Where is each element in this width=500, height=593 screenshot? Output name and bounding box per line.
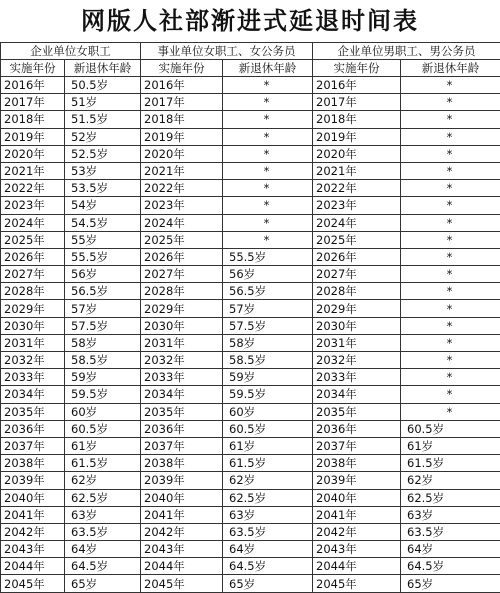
- retirement-age-cell: 64岁: [65, 541, 141, 558]
- retirement-age-cell: *: [401, 317, 500, 334]
- year-cell: 2038年: [313, 455, 401, 472]
- year-cell: 2041年: [1, 506, 65, 523]
- table-row: [1, 420, 500, 437]
- table-row: [1, 369, 500, 386]
- year-cell: 2040年: [313, 489, 401, 506]
- table-row: [1, 128, 500, 145]
- year-cell: 2022年: [141, 180, 223, 197]
- year-cell: 2034年: [313, 386, 401, 403]
- year-cell: 2039年: [1, 472, 65, 489]
- retirement-age-cell: 60.5岁: [223, 420, 313, 437]
- retirement-age-cell: *: [401, 403, 500, 420]
- year-cell: 2039年: [141, 472, 223, 489]
- table-body: [1, 77, 500, 593]
- table-row: [1, 231, 500, 248]
- retirement-age-cell: 50.5岁: [65, 77, 141, 94]
- retirement-age-cell: 62岁: [223, 472, 313, 489]
- column-header-year: 实施年份: [313, 60, 401, 77]
- year-cell: 2023年: [313, 197, 401, 214]
- year-cell: 2032年: [1, 352, 65, 369]
- retirement-table: [0, 42, 500, 593]
- retirement-age-cell: 63岁: [65, 506, 141, 523]
- year-cell: 2025年: [141, 231, 223, 248]
- year-cell: 2039年: [313, 472, 401, 489]
- retirement-age-cell: 62岁: [401, 472, 500, 489]
- year-cell: 2033年: [141, 369, 223, 386]
- year-cell: 2022年: [1, 180, 65, 197]
- year-cell: 2041年: [313, 506, 401, 523]
- retirement-age-cell: 61岁: [65, 437, 141, 454]
- year-cell: 2032年: [141, 352, 223, 369]
- table-row: [1, 214, 500, 231]
- retirement-age-cell: 51.5岁: [65, 111, 141, 128]
- retirement-age-cell: *: [223, 162, 313, 179]
- retirement-age-cell: 65岁: [65, 575, 141, 592]
- retirement-age-cell: *: [401, 266, 500, 283]
- retirement-age-cell: 60岁: [65, 403, 141, 420]
- retirement-age-cell: *: [401, 214, 500, 231]
- retirement-age-cell: 63.5岁: [65, 523, 141, 540]
- table-row: [1, 403, 500, 420]
- year-cell: 2016年: [1, 77, 65, 94]
- retirement-age-cell: *: [401, 145, 500, 162]
- year-cell: 2029年: [313, 300, 401, 317]
- year-cell: 2035年: [1, 403, 65, 420]
- table-row: [1, 541, 500, 558]
- retirement-age-cell: 59.5岁: [65, 386, 141, 403]
- year-cell: 2020年: [141, 145, 223, 162]
- year-cell: 2030年: [313, 317, 401, 334]
- retirement-age-cell: 55.5岁: [65, 248, 141, 265]
- group-header-institution-female: 事业单位女职工、女公务员: [141, 43, 313, 60]
- retirement-age-cell: 56.5岁: [223, 283, 313, 300]
- retirement-age-cell: 60岁: [223, 403, 313, 420]
- year-cell: 2016年: [313, 77, 401, 94]
- retirement-age-cell: 56岁: [65, 266, 141, 283]
- table-row: [1, 455, 500, 472]
- year-cell: 2045年: [313, 575, 401, 592]
- retirement-age-cell: 58岁: [223, 334, 313, 351]
- retirement-age-cell: 60.5岁: [65, 420, 141, 437]
- retirement-age-cell: 62.5岁: [401, 489, 500, 506]
- year-cell: 2019年: [313, 128, 401, 145]
- retirement-age-cell: 52岁: [65, 128, 141, 145]
- year-cell: 2037年: [141, 437, 223, 454]
- year-cell: 2033年: [1, 369, 65, 386]
- table-row: [1, 558, 500, 575]
- retirement-age-cell: *: [401, 180, 500, 197]
- year-cell: 2023年: [141, 197, 223, 214]
- table-row: [1, 266, 500, 283]
- retirement-age-cell: 61.5岁: [65, 455, 141, 472]
- retirement-age-cell: 62.5岁: [65, 489, 141, 506]
- year-cell: 2040年: [1, 489, 65, 506]
- retirement-age-cell: *: [401, 197, 500, 214]
- retirement-age-cell: *: [401, 231, 500, 248]
- year-cell: 2018年: [313, 111, 401, 128]
- retirement-age-cell: 58岁: [65, 334, 141, 351]
- table-row: [1, 575, 500, 592]
- year-cell: 2023年: [1, 197, 65, 214]
- table-row: [1, 111, 500, 128]
- year-cell: 2021年: [1, 162, 65, 179]
- year-cell: 2044年: [313, 558, 401, 575]
- retirement-age-cell: 57.5岁: [65, 317, 141, 334]
- year-cell: 2031年: [1, 334, 65, 351]
- table-row: [1, 162, 500, 179]
- year-cell: 2045年: [1, 575, 65, 592]
- year-cell: 2035年: [313, 403, 401, 420]
- retirement-age-cell: 58.5岁: [223, 352, 313, 369]
- retirement-age-cell: 65岁: [401, 575, 500, 592]
- retirement-age-cell: *: [223, 94, 313, 111]
- year-cell: 2043年: [1, 541, 65, 558]
- retirement-age-cell: *: [223, 231, 313, 248]
- year-cell: 2021年: [313, 162, 401, 179]
- retirement-age-cell: *: [401, 386, 500, 403]
- retirement-age-cell: 64岁: [401, 541, 500, 558]
- table-row: [1, 506, 500, 523]
- year-cell: 2019年: [141, 128, 223, 145]
- table-row: [1, 386, 500, 403]
- retirement-age-cell: 62岁: [65, 472, 141, 489]
- retirement-age-cell: 63.5岁: [401, 523, 500, 540]
- retirement-age-cell: 53.5岁: [65, 180, 141, 197]
- retirement-age-cell: *: [401, 94, 500, 111]
- table-row: [1, 317, 500, 334]
- retirement-age-cell: 63岁: [223, 506, 313, 523]
- retirement-age-cell: 55.5岁: [223, 248, 313, 265]
- retirement-age-cell: 59.5岁: [223, 386, 313, 403]
- year-cell: 2037年: [1, 437, 65, 454]
- year-cell: 2027年: [1, 266, 65, 283]
- year-cell: 2017年: [313, 94, 401, 111]
- retirement-age-cell: 61岁: [223, 437, 313, 454]
- year-cell: 2024年: [141, 214, 223, 231]
- year-cell: 2020年: [313, 145, 401, 162]
- year-cell: 2021年: [141, 162, 223, 179]
- year-cell: 2024年: [313, 214, 401, 231]
- retirement-age-cell: *: [223, 128, 313, 145]
- table-row: [1, 437, 500, 454]
- year-cell: 2017年: [1, 94, 65, 111]
- retirement-age-cell: 57.5岁: [223, 317, 313, 334]
- retirement-age-cell: 59岁: [65, 369, 141, 386]
- table-row: [1, 197, 500, 214]
- year-cell: 2033年: [313, 369, 401, 386]
- retirement-age-cell: *: [401, 283, 500, 300]
- retirement-age-cell: *: [401, 111, 500, 128]
- retirement-age-cell: 54.5岁: [65, 214, 141, 231]
- year-cell: 2028年: [1, 283, 65, 300]
- retirement-age-cell: *: [401, 162, 500, 179]
- table-row: [1, 523, 500, 540]
- year-cell: 2017年: [141, 94, 223, 111]
- year-cell: 2030年: [141, 317, 223, 334]
- retirement-age-cell: 64.5岁: [65, 558, 141, 575]
- year-cell: 2028年: [313, 283, 401, 300]
- year-cell: 2035年: [141, 403, 223, 420]
- year-cell: 2034年: [1, 386, 65, 403]
- year-cell: 2042年: [1, 523, 65, 540]
- year-cell: 2030年: [1, 317, 65, 334]
- year-cell: 2036年: [1, 420, 65, 437]
- retirement-age-cell: 61.5岁: [401, 455, 500, 472]
- retirement-age-cell: 63岁: [401, 506, 500, 523]
- column-header-age: 新退休年龄: [65, 60, 141, 77]
- year-cell: 2044年: [1, 558, 65, 575]
- year-cell: 2019年: [1, 128, 65, 145]
- retirement-age-cell: *: [223, 77, 313, 94]
- retirement-age-cell: *: [401, 369, 500, 386]
- year-cell: 2031年: [141, 334, 223, 351]
- retirement-age-cell: 60.5岁: [401, 420, 500, 437]
- retirement-age-cell: 58.5岁: [65, 352, 141, 369]
- retirement-age-cell: 51岁: [65, 94, 141, 111]
- year-cell: 2018年: [1, 111, 65, 128]
- table-row: [1, 145, 500, 162]
- column-header-year: 实施年份: [141, 60, 223, 77]
- retirement-age-cell: *: [223, 111, 313, 128]
- year-cell: 2031年: [313, 334, 401, 351]
- year-cell: 2036年: [313, 420, 401, 437]
- retirement-age-cell: 64.5岁: [401, 558, 500, 575]
- retirement-age-cell: *: [401, 248, 500, 265]
- retirement-age-cell: 56岁: [223, 266, 313, 283]
- retirement-age-cell: *: [223, 145, 313, 162]
- year-cell: 2036年: [141, 420, 223, 437]
- table-row: [1, 489, 500, 506]
- retirement-age-cell: 65岁: [223, 575, 313, 592]
- table-row: [1, 334, 500, 351]
- table-row: [1, 300, 500, 317]
- year-cell: 2032年: [313, 352, 401, 369]
- year-cell: 2038年: [1, 455, 65, 472]
- retirement-age-cell: *: [401, 300, 500, 317]
- year-cell: 2022年: [313, 180, 401, 197]
- retirement-age-cell: 55岁: [65, 231, 141, 248]
- year-cell: 2027年: [313, 266, 401, 283]
- year-cell: 2037年: [313, 437, 401, 454]
- table-row: [1, 352, 500, 369]
- retirement-age-cell: *: [401, 77, 500, 94]
- year-cell: 2027年: [141, 266, 223, 283]
- year-cell: 2038年: [141, 455, 223, 472]
- year-cell: 2043年: [141, 541, 223, 558]
- year-cell: 2026年: [313, 248, 401, 265]
- column-header-age: 新退休年龄: [223, 60, 313, 77]
- retirement-age-cell: 52.5岁: [65, 145, 141, 162]
- table-row: [1, 94, 500, 111]
- retirement-age-cell: 61.5岁: [223, 455, 313, 472]
- year-cell: 2034年: [141, 386, 223, 403]
- year-cell: 2045年: [141, 575, 223, 592]
- year-cell: 2024年: [1, 214, 65, 231]
- year-cell: 2025年: [1, 231, 65, 248]
- table-row: [1, 180, 500, 197]
- retirement-age-cell: 62.5岁: [223, 489, 313, 506]
- year-cell: 2044年: [141, 558, 223, 575]
- year-cell: 2020年: [1, 145, 65, 162]
- table-row: [1, 248, 500, 265]
- retirement-age-cell: *: [223, 214, 313, 231]
- year-cell: 2016年: [141, 77, 223, 94]
- year-cell: 2026年: [141, 248, 223, 265]
- retirement-age-cell: 54岁: [65, 197, 141, 214]
- year-cell: 2029年: [1, 300, 65, 317]
- page-title: 网版人社部渐进式延退时间表: [0, 0, 500, 42]
- group-header-enterprise-female: 企业单位女职工: [1, 43, 141, 60]
- retirement-age-cell: 57岁: [223, 300, 313, 317]
- year-cell: 2042年: [141, 523, 223, 540]
- year-cell: 2018年: [141, 111, 223, 128]
- year-cell: 2040年: [141, 489, 223, 506]
- retirement-age-cell: 63.5岁: [223, 523, 313, 540]
- retirement-age-cell: *: [401, 128, 500, 145]
- retirement-age-cell: *: [223, 197, 313, 214]
- retirement-age-cell: 64.5岁: [223, 558, 313, 575]
- group-header-male: 企业单位男职工、男公务员: [313, 43, 500, 60]
- retirement-age-cell: *: [401, 352, 500, 369]
- table-row: [1, 283, 500, 300]
- year-cell: 2026年: [1, 248, 65, 265]
- year-cell: 2025年: [313, 231, 401, 248]
- retirement-age-cell: 59岁: [223, 369, 313, 386]
- retirement-age-cell: 53岁: [65, 162, 141, 179]
- year-cell: 2041年: [141, 506, 223, 523]
- column-header-age: 新退休年龄: [401, 60, 500, 77]
- retirement-age-cell: 64岁: [223, 541, 313, 558]
- year-cell: 2028年: [141, 283, 223, 300]
- retirement-age-cell: 57岁: [65, 300, 141, 317]
- retirement-age-cell: 56.5岁: [65, 283, 141, 300]
- retirement-age-cell: *: [401, 334, 500, 351]
- year-cell: 2029年: [141, 300, 223, 317]
- table-row: [1, 472, 500, 489]
- year-cell: 2042年: [313, 523, 401, 540]
- year-cell: 2043年: [313, 541, 401, 558]
- column-header-year: 实施年份: [1, 60, 65, 77]
- table-row: [1, 77, 500, 94]
- retirement-age-cell: 61岁: [401, 437, 500, 454]
- retirement-age-cell: *: [223, 180, 313, 197]
